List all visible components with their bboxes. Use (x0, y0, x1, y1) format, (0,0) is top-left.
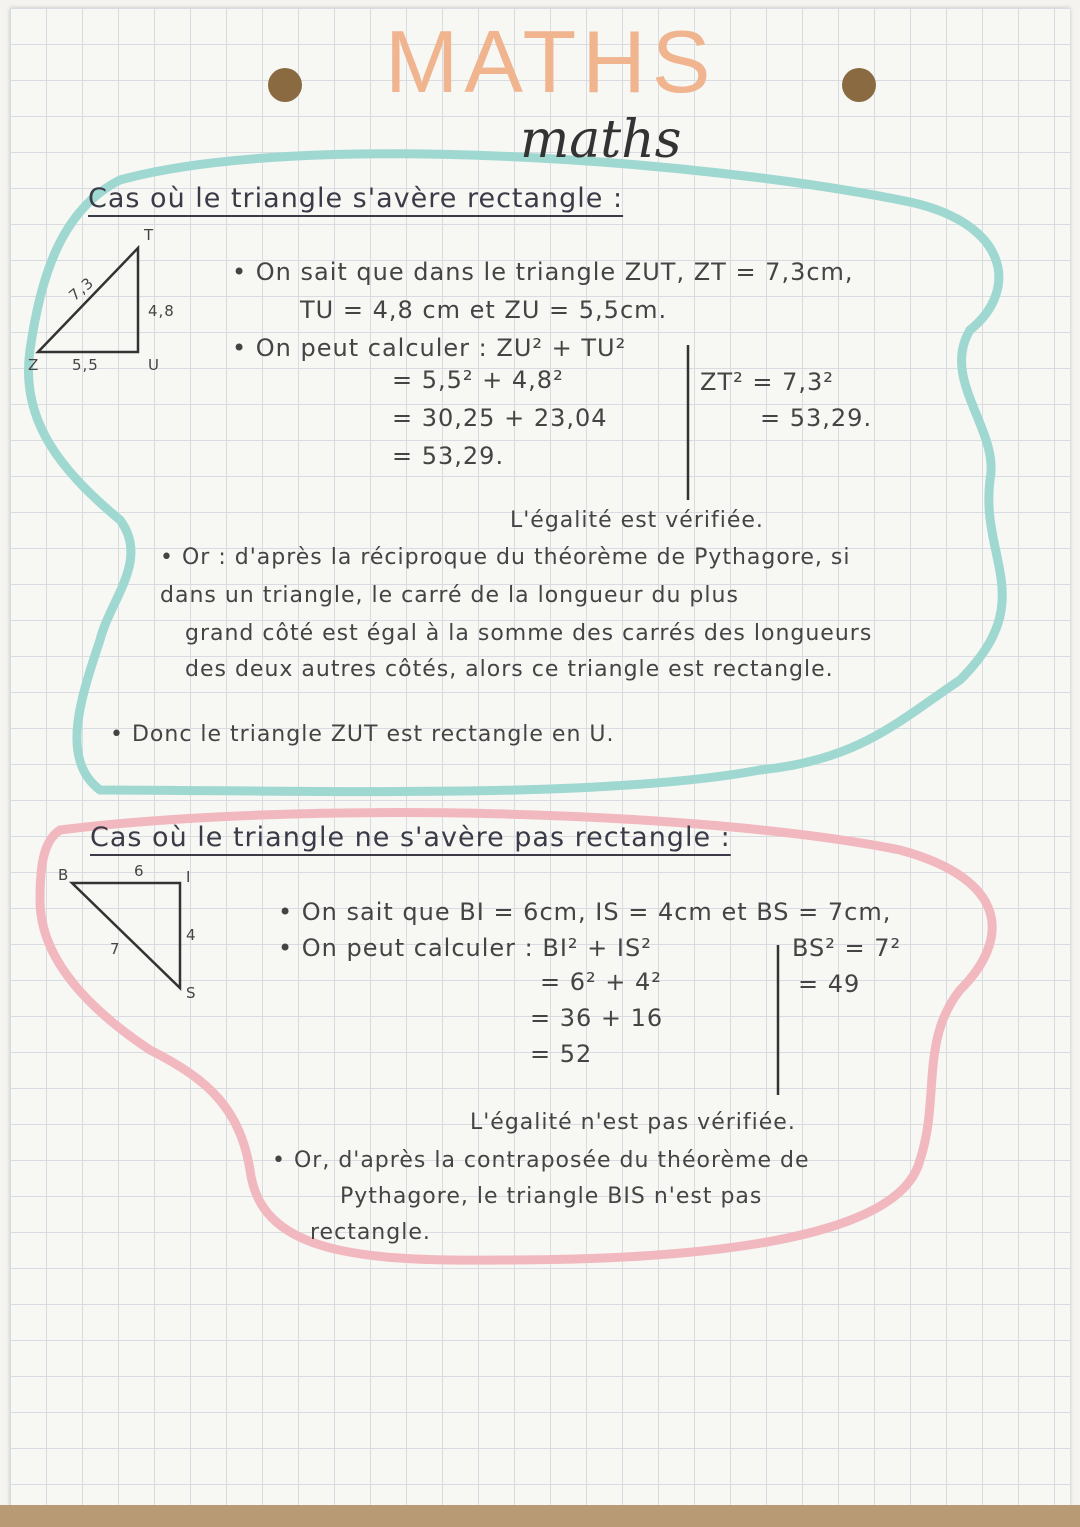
s1-final: • Donc le triangle ZUT est rectangle en U. (110, 722, 615, 747)
s1-theorem: des deux autres côtés, alors ce triangle est rectangle. (185, 657, 834, 682)
s1-right: = 53,29. (760, 404, 873, 432)
s1-line: = 53,29. (392, 442, 505, 470)
section1-heading: Cas où le triangle s'avère rectangle : (88, 183, 624, 214)
s2-conclusion: L'égalité n'est pas vérifiée. (470, 1110, 796, 1135)
label-top: 6 (134, 862, 145, 880)
s2-line: = 36 + 16 (530, 1004, 664, 1032)
s2-theorem: • Or, d'après la contraposée du théorème de (272, 1148, 810, 1173)
s1-theorem: grand côté est égal à la somme des carrés des longueurs (185, 621, 873, 646)
s1-line: = 30,25 + 23,04 (392, 404, 608, 432)
title-maths: MATHS (385, 12, 717, 111)
s2-line: = 6² + 4² (540, 968, 662, 996)
section2-heading: Cas où le triangle ne s'avère pas rectangle : (90, 822, 731, 853)
s1-line: = 5,5² + 4,8² (392, 366, 564, 394)
label-hyp: 7,3 (65, 273, 98, 305)
label-base: 5,5 (72, 356, 99, 374)
s2-line: = 52 (530, 1040, 593, 1068)
s1-line: • On sait que dans le triangle ZUT, ZT = 7,3cm, (232, 258, 854, 286)
s1-line: TU = 4,8 cm et ZU = 5,5cm. (300, 296, 668, 324)
s2-theorem: rectangle. (310, 1220, 431, 1245)
label-hyp: 7 (110, 940, 121, 958)
vertex-i: I (186, 868, 192, 886)
label-vert: 4 (186, 926, 197, 944)
subtitle-maths: maths (520, 110, 682, 170)
vertex-s: S (186, 984, 197, 1002)
s1-conclusion: L'égalité est vérifiée. (510, 508, 764, 533)
s2-line: • On sait que BI = 6cm, IS = 4cm et BS = 7cm, (278, 898, 892, 926)
s1-right: ZT² = 7,3² (700, 368, 834, 396)
s1-line: • On peut calculer : ZU² + TU² (232, 334, 627, 362)
label-vert: 4,8 (148, 302, 175, 320)
vertex-z: Z (28, 356, 40, 374)
vertex-b: B (58, 866, 70, 884)
s2-right: BS² = 7² (792, 934, 902, 962)
s1-theorem: dans un triangle, le carré de la longueur du plus (160, 583, 739, 608)
vertex-t: T (144, 226, 155, 244)
s2-theorem: Pythagore, le triangle BIS n'est pas (340, 1184, 763, 1209)
s2-right: = 49 (798, 970, 861, 998)
triangle-bis (72, 883, 180, 988)
s2-line: • On peut calculer : BI² + IS² (278, 934, 652, 962)
teal-cloud-border (28, 154, 1002, 792)
vertex-u: U (148, 356, 160, 374)
s1-theorem: • Or : d'après la réciproque du théorème de Pythagore, si (160, 545, 851, 570)
